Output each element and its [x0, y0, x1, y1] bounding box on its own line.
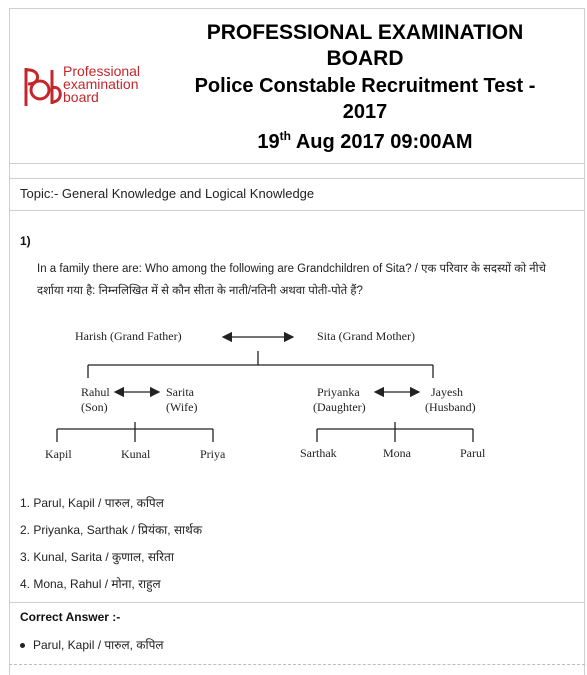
- wife-name: Sarita: [166, 385, 194, 399]
- option-2[interactable]: 2. Priyanka, Sarthak / प्रियंका, सार्थक: [20, 523, 203, 537]
- wife-role: (Wife): [166, 400, 198, 414]
- title-line1: PROFESSIONAL EXAMINATION: [206, 21, 524, 44]
- husband-name: Jayesh: [431, 385, 463, 399]
- child-left-3: Priya: [200, 447, 226, 461]
- header-divider: [9, 163, 585, 164]
- title-line4: 2017: [342, 101, 388, 123]
- title-line2: BOARD: [326, 47, 404, 70]
- peb-logo: [18, 62, 158, 112]
- child-left-1: Kapil: [45, 447, 72, 461]
- child-right-1: Sarthak: [300, 446, 337, 460]
- option-1[interactable]: 1. Parul, Kapil / पारुल, कपिल: [20, 496, 164, 510]
- date-suffix: th: [279, 129, 291, 143]
- exam-title: [165, 20, 565, 154]
- grandfather-label: Harish (Grand Father): [75, 329, 182, 343]
- grandmother-label: Sita (Grand Mother): [317, 329, 415, 343]
- bullet-icon: [20, 643, 25, 648]
- question-text: In a family there are: Who among the following are Grandchildren of Sita? / एक परिवार के सदस्यों को नीचे दर्शाया गया है: निम्नलिखित में से कौन सीता के नाती/नतिनी अथवा पोती-पोते हैं?: [37, 263, 546, 297]
- footer-divider: [9, 664, 585, 665]
- child-right-3: Parul: [460, 446, 486, 460]
- option-4[interactable]: 4. Mona, Rahul / मोना, राहुल: [20, 577, 161, 591]
- daughter-name: Priyanka: [317, 385, 360, 399]
- topic-label: Topic:- General Knowledge and Logical Knowledge: [20, 186, 315, 201]
- answer-divider: [9, 602, 585, 603]
- child-right-2: Mona: [383, 446, 411, 460]
- title-line3: Police Constable Recruitment Test -: [194, 75, 536, 97]
- daughter-role: (Daughter): [313, 400, 366, 414]
- date-rest: Aug 2017 09:00AM: [291, 131, 473, 153]
- logo-text-line1: Professional: [63, 63, 141, 79]
- date-day: 19: [257, 131, 280, 153]
- correct-answer-value: Parul, Kapil / पारुल, कपिल: [33, 638, 164, 652]
- logo-text-line3: board: [63, 89, 99, 105]
- family-tree-svg: [35, 318, 505, 468]
- child-left-2: Kunal: [121, 447, 151, 461]
- logo-text: [63, 65, 140, 104]
- correct-answer-label: Correct Answer :-: [20, 610, 121, 624]
- question-number: 1): [20, 234, 31, 248]
- logo-text-line2: examination: [63, 76, 139, 92]
- exam-date: [165, 130, 565, 154]
- option-3[interactable]: 3. Kunal, Sarita / कुणाल, सरिता: [20, 550, 174, 564]
- son-name: Rahul: [81, 385, 110, 399]
- husband-role: (Husband): [425, 400, 476, 414]
- family-tree-diagram: [35, 318, 505, 468]
- son-role: (Son): [81, 400, 108, 414]
- correct-answer: [20, 636, 164, 653]
- peb-logo-mark: [18, 62, 64, 112]
